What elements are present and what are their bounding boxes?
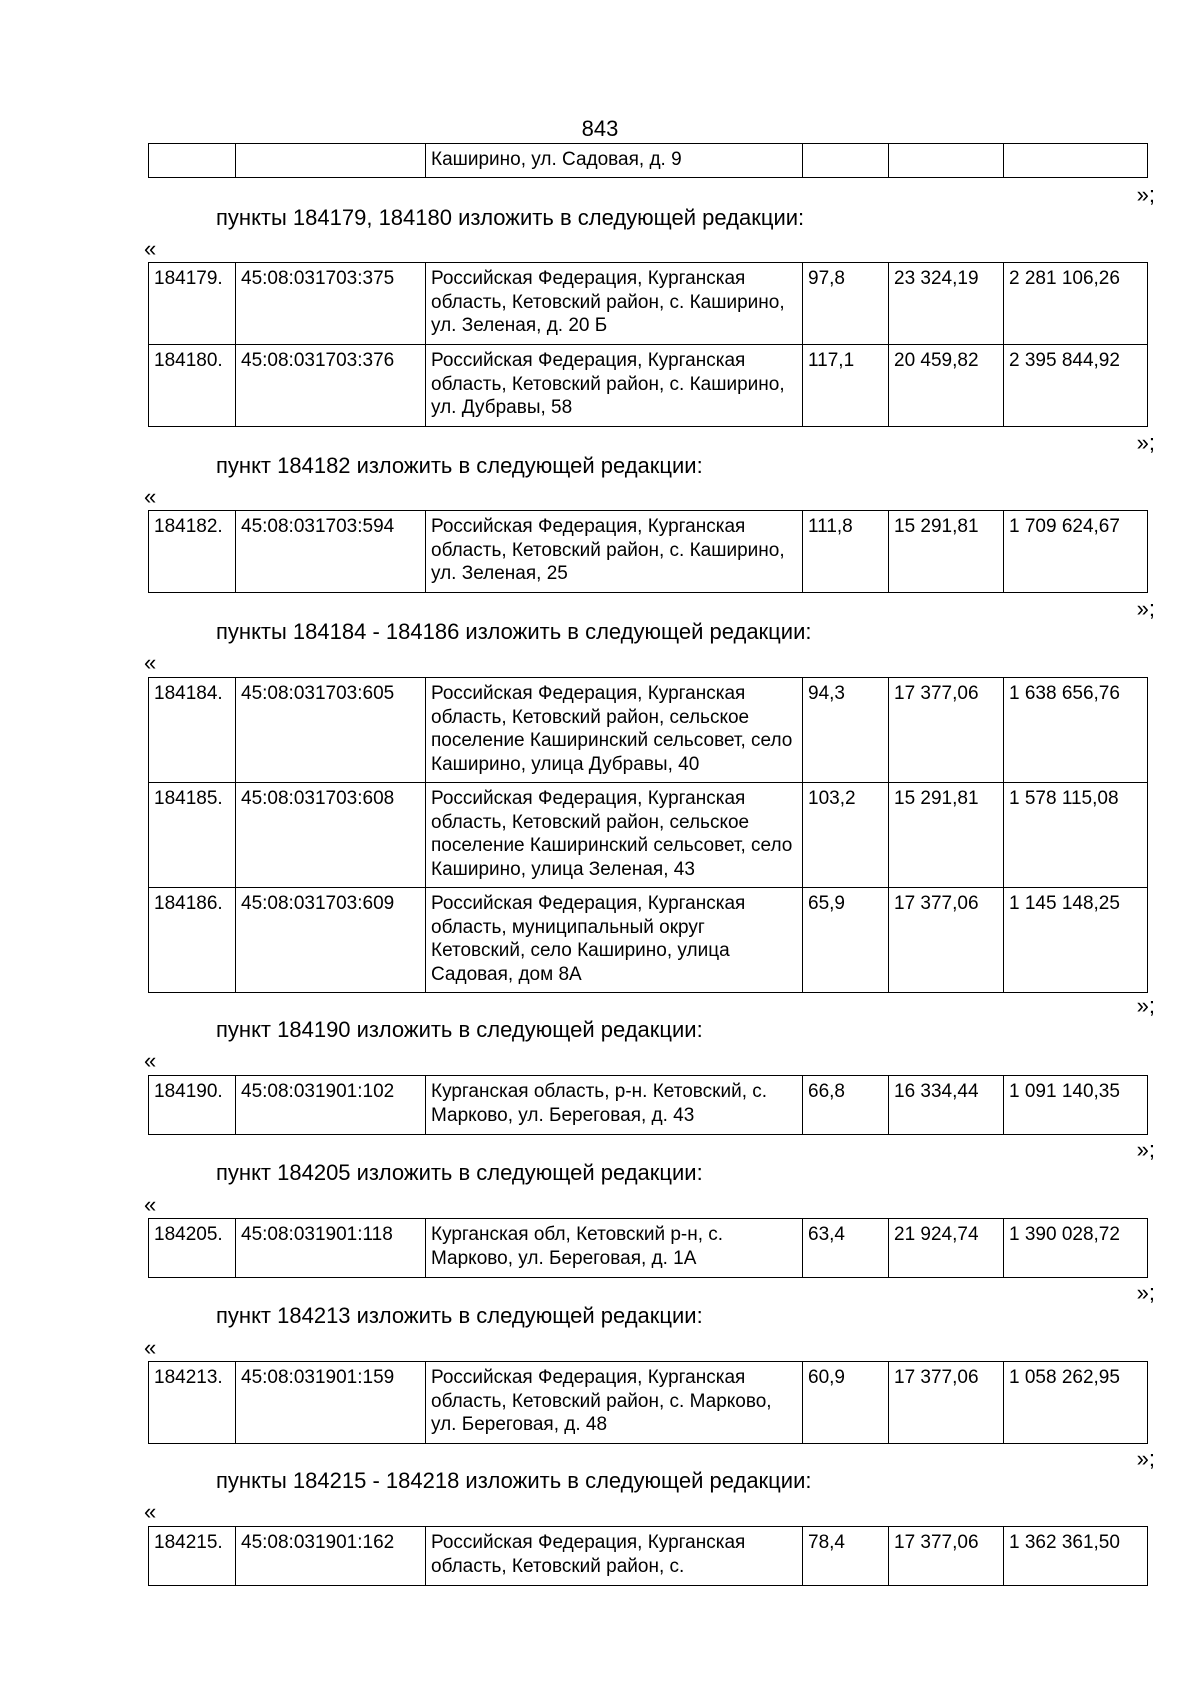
close-quote: »; xyxy=(1136,182,1155,207)
cell-area xyxy=(803,144,889,178)
cell-area: 66,8 xyxy=(803,1076,889,1135)
section-heading: пункт 184205 изложить в следующей редакции: xyxy=(216,1160,703,1185)
cell-num: 184205. xyxy=(149,1219,236,1278)
property-table xyxy=(148,1361,1148,1444)
cell-area: 97,8 xyxy=(803,263,889,345)
cell-address: Каширино, ул. Садовая, д. 9 xyxy=(426,144,803,178)
cell-rate: 23 324,19 xyxy=(889,263,1004,345)
section-heading: пункты 184179, 184180 изложить в следующей редакции: xyxy=(216,205,805,230)
close-quote: »; xyxy=(1136,430,1155,455)
cell-value: 1 091 140,35 xyxy=(1004,1076,1148,1135)
open-quote: « xyxy=(144,484,157,509)
cell-value: 1 362 361,50 xyxy=(1004,1527,1148,1586)
cell-rate: 16 334,44 xyxy=(889,1076,1004,1135)
property-table xyxy=(148,677,1148,993)
open-quote: « xyxy=(144,650,157,675)
cell-rate xyxy=(889,144,1004,178)
cell-address: Российская Федерация, Курганская область, Кетовский район, с. Каширино, ул. Зеленая, 25 xyxy=(426,511,803,593)
cell-cadastral: 45:08:031703:605 xyxy=(236,678,426,783)
section-heading: пункты 184215 - 184218 изложить в следующей редакции: xyxy=(216,1468,812,1493)
cell-area: 65,9 xyxy=(803,888,889,993)
close-quote: »; xyxy=(1136,596,1155,621)
close-quote: »; xyxy=(1136,1137,1155,1162)
property-table xyxy=(148,1075,1148,1135)
cell-rate: 17 377,06 xyxy=(889,1362,1004,1444)
cell-area: 78,4 xyxy=(803,1527,889,1586)
cell-num: 184215. xyxy=(149,1527,236,1586)
property-table xyxy=(148,1218,1148,1278)
cell-value: 2 395 844,92 xyxy=(1004,345,1148,427)
cell-area: 63,4 xyxy=(803,1219,889,1278)
cell-area: 103,2 xyxy=(803,783,889,888)
cell-rate: 17 377,06 xyxy=(889,678,1004,783)
cell-rate: 15 291,81 xyxy=(889,783,1004,888)
cell-value xyxy=(1004,144,1148,178)
cell-rate: 20 459,82 xyxy=(889,345,1004,427)
table-row xyxy=(149,888,1148,993)
open-quote: « xyxy=(144,1192,157,1217)
cell-address: Курганская область, р-н. Кетовский, с. Марково, ул. Береговая, д. 43 xyxy=(426,1076,803,1135)
cell-value: 2 281 106,26 xyxy=(1004,263,1148,345)
cell-num: 184179. xyxy=(149,263,236,345)
cell-rate: 17 377,06 xyxy=(889,888,1004,993)
cell-value: 1 145 148,25 xyxy=(1004,888,1148,993)
table-row xyxy=(149,1219,1148,1278)
section-heading: пункт 184190 изложить в следующей редакции: xyxy=(216,1017,703,1042)
table-row xyxy=(149,1362,1148,1444)
cell-rate: 21 924,74 xyxy=(889,1219,1004,1278)
cell-area: 117,1 xyxy=(803,345,889,427)
cell-value: 1 709 624,67 xyxy=(1004,511,1148,593)
property-table xyxy=(148,510,1148,593)
cell-num: 184180. xyxy=(149,345,236,427)
table-row xyxy=(149,1527,1148,1586)
cell-address: Российская Федерация, Курганская область, Кетовский район, с. Каширино, ул. Зеленая, д. 20 Б xyxy=(426,263,803,345)
cell-cadastral: 45:08:031703:609 xyxy=(236,888,426,993)
cell-address: Российская Федерация, Курганская область, Кетовский район, сельское поселение Каширинский сельсовет, село Каширино, улица Дубравы, 40 xyxy=(426,678,803,783)
open-quote: « xyxy=(144,1335,157,1360)
cell-cadastral: 45:08:031703:376 xyxy=(236,345,426,427)
cell-area: 94,3 xyxy=(803,678,889,783)
cell-num: 184185. xyxy=(149,783,236,888)
cell-cadastral: 45:08:031703:594 xyxy=(236,511,426,593)
cell-num: 184184. xyxy=(149,678,236,783)
cell-area: 60,9 xyxy=(803,1362,889,1444)
property-table xyxy=(148,143,1148,178)
cell-cadastral: 45:08:031901:159 xyxy=(236,1362,426,1444)
close-quote: »; xyxy=(1136,1280,1155,1305)
cell-num: 184190. xyxy=(149,1076,236,1135)
cell-value: 1 058 262,95 xyxy=(1004,1362,1148,1444)
close-quote: »; xyxy=(1136,1446,1155,1471)
open-quote: « xyxy=(144,1499,157,1524)
section-heading: пункт 184182 изложить в следующей редакции: xyxy=(216,453,703,478)
cell-address: Курганская обл, Кетовский р-н, с. Марково, ул. Береговая, д. 1А xyxy=(426,1219,803,1278)
table-row xyxy=(149,678,1148,783)
cell-rate: 15 291,81 xyxy=(889,511,1004,593)
cell-cadastral: 45:08:031901:162 xyxy=(236,1527,426,1586)
cell-address: Российская Федерация, Курганская область, Кетовский район, с. xyxy=(426,1527,803,1586)
table-row xyxy=(149,1076,1148,1135)
open-quote: « xyxy=(144,236,157,261)
open-quote: « xyxy=(144,1048,157,1073)
cell-cadastral: 45:08:031703:608 xyxy=(236,783,426,888)
cell-address: Российская Федерация, Курганская область, Кетовский район, сельское поселение Каширинский сельсовет, село Каширино, улица Зеленая, 43 xyxy=(426,783,803,888)
cell-num: 184182. xyxy=(149,511,236,593)
section-heading: пункты 184184 - 184186 изложить в следующей редакции: xyxy=(216,619,812,644)
property-table xyxy=(148,262,1148,427)
cell-cadastral xyxy=(236,144,426,178)
cell-value: 1 390 028,72 xyxy=(1004,1219,1148,1278)
table-row xyxy=(149,783,1148,888)
cell-cadastral: 45:08:031901:102 xyxy=(236,1076,426,1135)
cell-address: Российская Федерация, Курганская область, муниципальный округ Кетовский, село Каширино, улица Садовая, дом 8А xyxy=(426,888,803,993)
table-row xyxy=(149,511,1148,593)
property-table xyxy=(148,1526,1148,1586)
cell-address: Российская Федерация, Курганская область, Кетовский район, с. Каширино, ул. Дубравы, 58 xyxy=(426,345,803,427)
cell-rate: 17 377,06 xyxy=(889,1527,1004,1586)
cell-value: 1 578 115,08 xyxy=(1004,783,1148,888)
cell-cadastral: 45:08:031703:375 xyxy=(236,263,426,345)
table-row xyxy=(149,144,1148,178)
cell-area: 111,8 xyxy=(803,511,889,593)
cell-address: Российская Федерация, Курганская область, Кетовский район, с. Марково, ул. Береговая, д. 48 xyxy=(426,1362,803,1444)
cell-num: 184213. xyxy=(149,1362,236,1444)
section-heading: пункт 184213 изложить в следующей редакции: xyxy=(216,1303,703,1328)
cell-value: 1 638 656,76 xyxy=(1004,678,1148,783)
page-number: 843 xyxy=(581,116,619,141)
cell-cadastral: 45:08:031901:118 xyxy=(236,1219,426,1278)
cell-num: 184186. xyxy=(149,888,236,993)
close-quote: »; xyxy=(1136,993,1155,1018)
table-row xyxy=(149,345,1148,427)
table-row xyxy=(149,263,1148,345)
cell-num xyxy=(149,144,236,178)
